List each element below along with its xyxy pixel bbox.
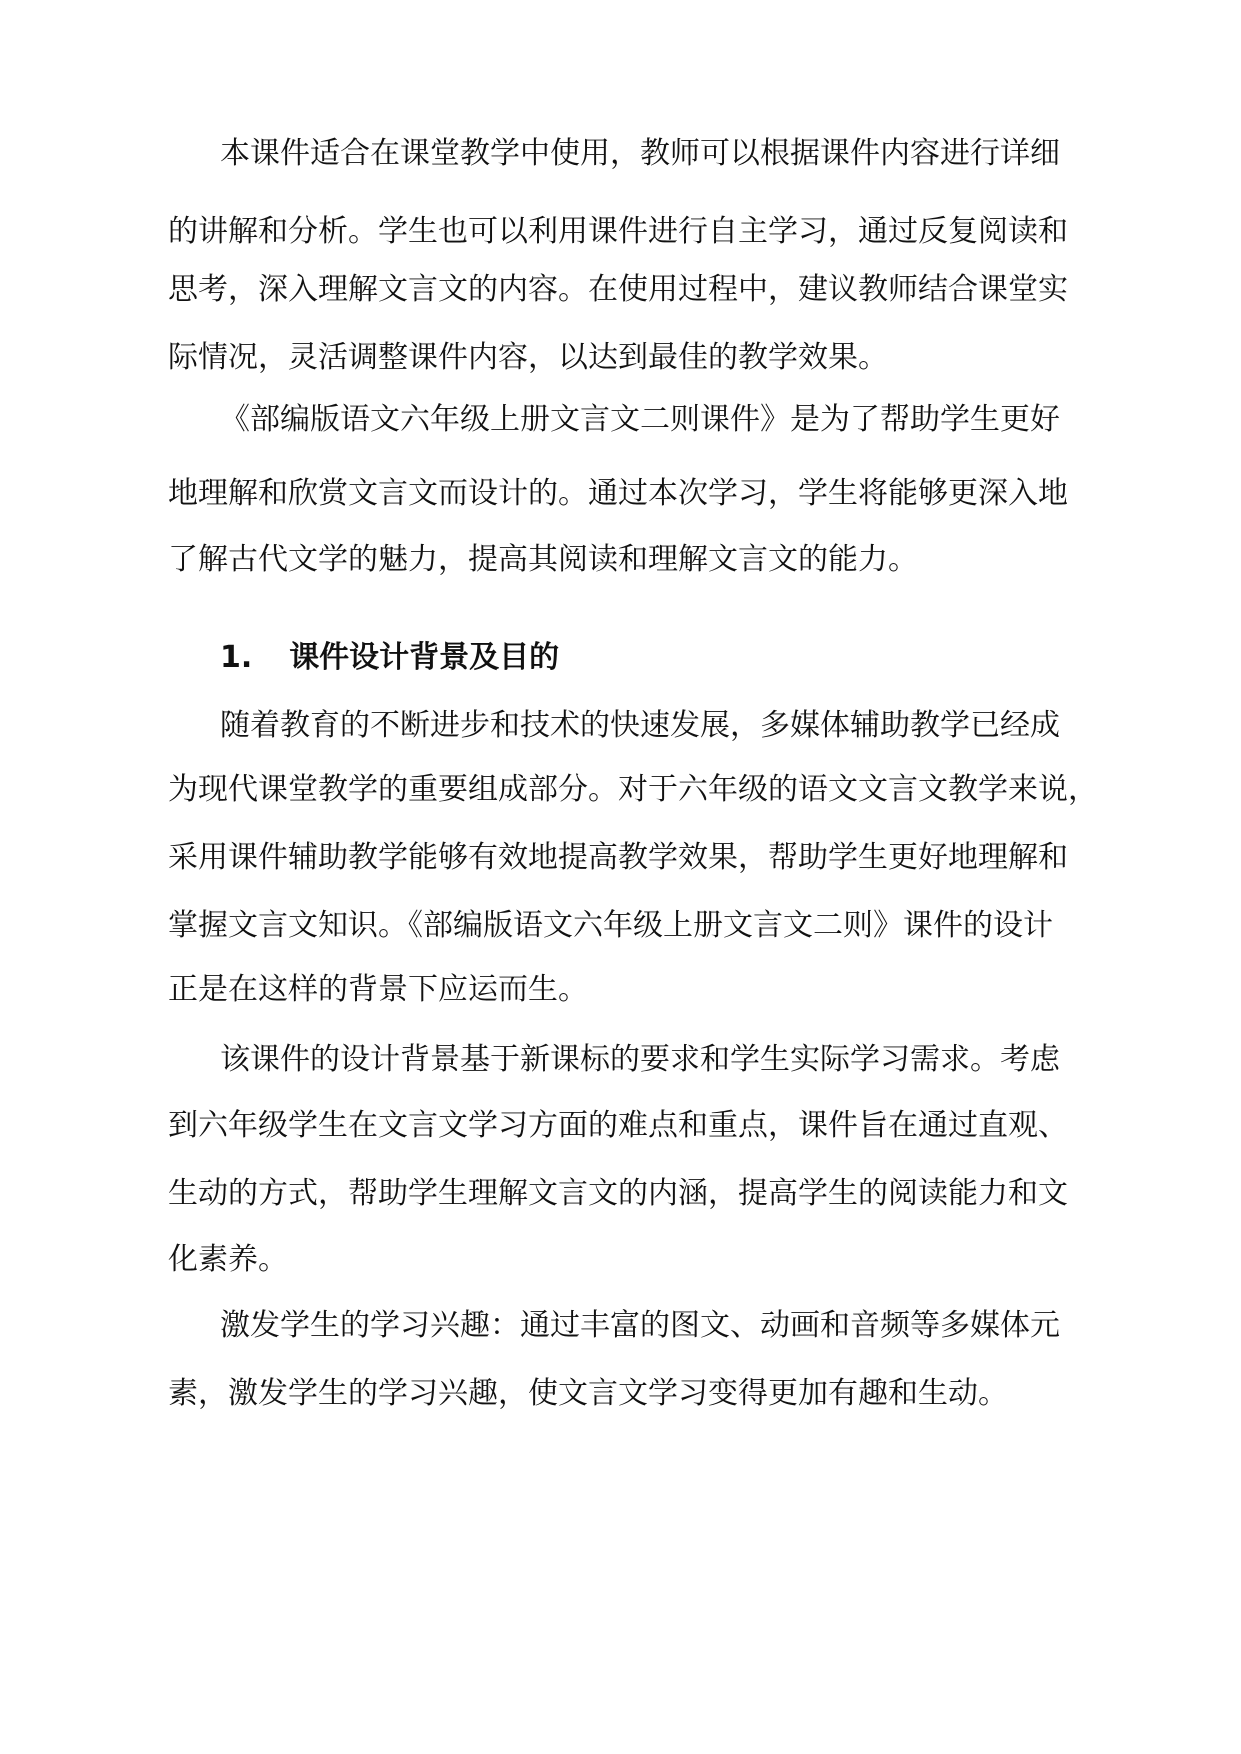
section-title: 课件设计背景及目的 — [289, 640, 560, 675]
paragraph-1-line-3: 思考，深入理解文言文的内容。在使用过程中，建议教师结合课堂实 — [168, 272, 1068, 307]
section-paragraph-2-line-2: 到六年级学生在文言文学习方面的难点和重点，课件旨在通过直观、 — [168, 1108, 1068, 1143]
section-paragraph-1-line-3: 采用课件辅助教学能够有效地提高教学效果，帮助学生更好地理解和 — [168, 840, 1068, 875]
paragraph-1-line-4: 际情况，灵活调整课件内容，以达到最佳的教学效果。 — [168, 340, 888, 375]
section-heading — [220, 638, 559, 678]
paragraph-2-line-3: 了解古代文学的魅力，提高其阅读和理解文言文的能力。 — [168, 542, 918, 577]
section-paragraph-3-line-1: 激发学生的学习兴趣：通过丰富的图文、动画和音频等多媒体元 — [220, 1308, 1060, 1343]
section-paragraph-2-line-3: 生动的方式，帮助学生理解文言文的内涵，提高学生的阅读能力和文 — [168, 1176, 1068, 1211]
section-paragraph-2-line-1: 该课件的设计背景基于新课标的要求和学生实际学习需求。考虑 — [220, 1042, 1060, 1077]
section-paragraph-3-line-2: 素，激发学生的学习兴趣，使文言文学习变得更加有趣和生动。 — [168, 1376, 1008, 1411]
paragraph-2-line-1: 《部编版语文六年级上册文言文二则课件》是为了帮助学生更好 — [220, 402, 1060, 437]
section-paragraph-1-line-1: 随着教育的不断进步和技术的快速发展，多媒体辅助教学已经成 — [220, 708, 1060, 743]
paragraph-2-line-2: 地理解和欣赏文言文而设计的。通过本次学习，学生将能够更深入地 — [168, 476, 1068, 511]
paragraph-1-line-2: 的讲解和分析。学生也可以利用课件进行自主学习，通过反复阅读和 — [168, 214, 1068, 249]
section-paragraph-2-line-4: 化素养。 — [168, 1242, 288, 1277]
section-paragraph-1-line-2: 为现代课堂教学的重要组成部分。对于六年级的语文文言文教学来说， — [168, 772, 1098, 807]
section-number: 1. — [220, 640, 253, 675]
paragraph-1-line-1: 本课件适合在课堂教学中使用，教师可以根据课件内容进行详细 — [220, 136, 1060, 171]
section-paragraph-1-line-5: 正是在这样的背景下应运而生。 — [168, 972, 588, 1007]
section-paragraph-1-line-4: 掌握文言文知识。《部编版语文六年级上册文言文二则》课件的设计 — [168, 908, 1053, 943]
